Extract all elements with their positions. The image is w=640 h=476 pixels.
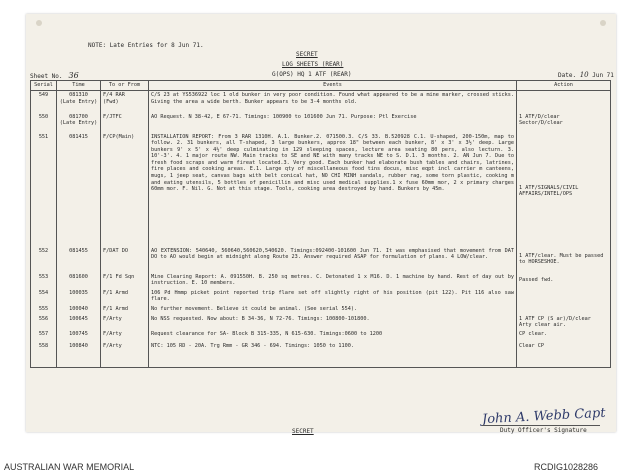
entry-action: 1 ATF/SIGNALS/CIVIL AFFAIRS/INTEL/OPS: [517, 133, 611, 247]
entry-action: Passed fwd.: [517, 273, 611, 289]
col-time: Time: [57, 81, 101, 91]
table-row: [31, 330, 611, 342]
sheet-number-label: Sheet No.: [30, 73, 63, 80]
entry-time: 081310 (Late Entry): [57, 91, 101, 113]
entry-time: 081700 (Late Entry): [57, 113, 101, 133]
sheet-number: [30, 71, 79, 80]
entry-serial: 551: [31, 133, 57, 247]
entry-serial: 554: [31, 289, 57, 305]
sheet-number-value: 36: [68, 71, 79, 80]
entry-to-or-from: F/CP(Main): [101, 133, 149, 247]
entry-to-or-from: F/DAT DO: [101, 247, 149, 273]
entry-time: 081600: [57, 273, 101, 289]
date-day: 10: [579, 71, 589, 79]
entry-events: No NSS requested. Now about: B 34-36, N 72-76. Timings: 100800-101800.: [149, 315, 517, 330]
entry-serial: 558: [31, 342, 57, 368]
entry-time: 100040: [57, 305, 101, 315]
table-row: [31, 315, 611, 330]
classification-top: SECRET: [296, 51, 318, 58]
entry-events: Request clearance for SA- Block B 315-335, N 615-630. Timings:0600 to 1200: [149, 330, 517, 342]
entry-to-or-from: F/4 RAR (Fwd): [101, 91, 149, 113]
entry-time: 081415: [57, 133, 101, 247]
entry-time: 081455: [57, 247, 101, 273]
table-row: [31, 305, 611, 315]
table-row: [31, 91, 611, 113]
col-action: Action: [517, 81, 611, 91]
entry-serial: 550: [31, 113, 57, 133]
signature-line: [482, 425, 600, 426]
entry-serial: 556: [31, 315, 57, 330]
entry-serial: 549: [31, 91, 57, 113]
entry-events: C/S 23 at YS536922 loc 1 old bunker in very poor condition. Found what appeared to be a mine marker, crossed sticks. Giving the area a wide berth. Bunker appears to be 3-4 months old.: [149, 91, 517, 113]
entry-events: Mine Clearing Report: A. 091550H. B. 250 sq metres. C. Detonated 1 x M16. D. 1 machine by hand. Rest of day out by instruction. E. 10 members.: [149, 273, 517, 289]
date-field: Date. 10 Jun 71: [558, 71, 614, 79]
duty-officer-signature: John A. Webb Capt: [481, 405, 606, 428]
col-to-or-from: To or From: [101, 81, 149, 91]
late-entries-note: NOTE: Late Entries for 8 Jun 71.: [88, 42, 204, 49]
log-table: [30, 80, 611, 368]
entry-to-or-from: F/Arty: [101, 315, 149, 330]
entry-action: 1 ATF/clear. Must be passed to HORSESHOE.: [517, 247, 611, 273]
table-row: [31, 247, 611, 273]
entry-to-or-from: F/1 Armd: [101, 289, 149, 305]
entry-action: [517, 305, 611, 315]
entry-action: [517, 91, 611, 113]
table-row: [31, 289, 611, 305]
log-table-header: [31, 81, 611, 91]
entry-action: [517, 289, 611, 305]
entry-to-or-from: F/1 Fd Sqn: [101, 273, 149, 289]
entry-events: AO Request. N 38-42, E 67-71. Timings: 100900 to 101600 Jun 71. Purpose: Ptl Exercise: [149, 113, 517, 133]
archive-credit: AUSTRALIAN WAR MEMORIAL: [4, 462, 135, 472]
entry-events: AO EXTENSION: 540640, 560640,560620,540620. Timings:092400-101600 Jun 71. It was emphasised that movement from DAT DO to AO would begin at midnight along Route 23. Answer required ASAP for formulation of plans. 4 LOW/clear.: [149, 247, 517, 273]
log-sheets-title: LOG SHEETS (REAR): [282, 61, 344, 68]
archive-reference: RCDIG1028286: [534, 462, 599, 472]
entry-to-or-from: F/1 Armd: [101, 305, 149, 315]
entry-to-or-from: F/JTFC: [101, 113, 149, 133]
date-label: Date: [558, 72, 573, 79]
entry-events: NTC: 105 RD - 20A. Trg Rmm - GR 346 - 694. Timings: 1050 to 1100.: [149, 342, 517, 368]
log-sheet-page: [26, 14, 616, 435]
entry-to-or-from: F/Arty: [101, 342, 149, 368]
entry-serial: 555: [31, 305, 57, 315]
entry-time: 100035: [57, 289, 101, 305]
date-rest: Jun 71: [592, 72, 614, 79]
unit-heading: G(OPS) HQ 1 ATF (REAR): [272, 71, 352, 78]
entry-action: 1 ATF CP (S ar)/D/clear Arty clear air.: [517, 315, 611, 330]
classification-bottom: SECRET: [292, 428, 314, 435]
table-row: [31, 342, 611, 368]
entry-events: INSTALLATION REPORT: From 3 RAR 1310H. A.1. Bunker.2. 071500.3. C/S 33. B.520928 C.1. U-shaped, 200-150m, map to follow. 2. 31 bunkers, all T-shaped, 3 large bunkers, approx 18" between each bunker, 8' x 3' x 3½' deep. Large bunkers 9' x 5' x 4½' deep culminating in 129 sleeping spaces, lecture area seating 80 pers, also lecturn. 3. 10'-3'. 4. 1 major route NW. Main tracks to SE and NE with many tracks NE to S. D.1. 3 months. 2. AN Jun 7. Due to fresh food scraps and warm fireat located.3. Very good. Each bunker had elaborate bush tables and chairs, latrines, fire places and cooking areas. E.1. Large qty of miscellaneous food tins docus, misc eqpt incl carrier m canteens, mugs, 1 jeep seat, canvas bags with belt conical hat, NO CHI MINH sandals, rubber rag, some torn plastic, cooking m and eating utensils, 5 bottles of penicillin and misc used medical supplies.1 x fuse 60mm mor, 2 x primary charges 60mm mor. F. Nil. G. Not at this stage. Tools, cooking area destroyed by hand. Bunkers by 45m.: [149, 133, 517, 247]
entry-time: 100645: [57, 315, 101, 330]
entry-serial: 557: [31, 330, 57, 342]
table-row: [31, 273, 611, 289]
signature-label: Duty Officer's Signature: [500, 427, 587, 434]
entry-to-or-from: F/Arty: [101, 330, 149, 342]
entry-action: Clear CP: [517, 342, 611, 368]
col-events: Events: [149, 81, 517, 91]
entry-serial: 552: [31, 247, 57, 273]
entry-action: 1 ATF/D/clear Sector/D/clear: [517, 113, 611, 133]
table-row: [31, 133, 611, 247]
entry-events: No further movement. Believe it could be animal. (See serial 554).: [149, 305, 517, 315]
entry-events: 106 Pd Hmmp picket point reported trip flare set off slightly right of his position (pit 122). Pit 116 also saw flare.: [149, 289, 517, 305]
col-serial: Serial: [31, 81, 57, 91]
entry-time: 100840: [57, 342, 101, 368]
entry-time: 100745: [57, 330, 101, 342]
entry-action: CP clear.: [517, 330, 611, 342]
table-row: [31, 113, 611, 133]
entry-serial: 553: [31, 273, 57, 289]
